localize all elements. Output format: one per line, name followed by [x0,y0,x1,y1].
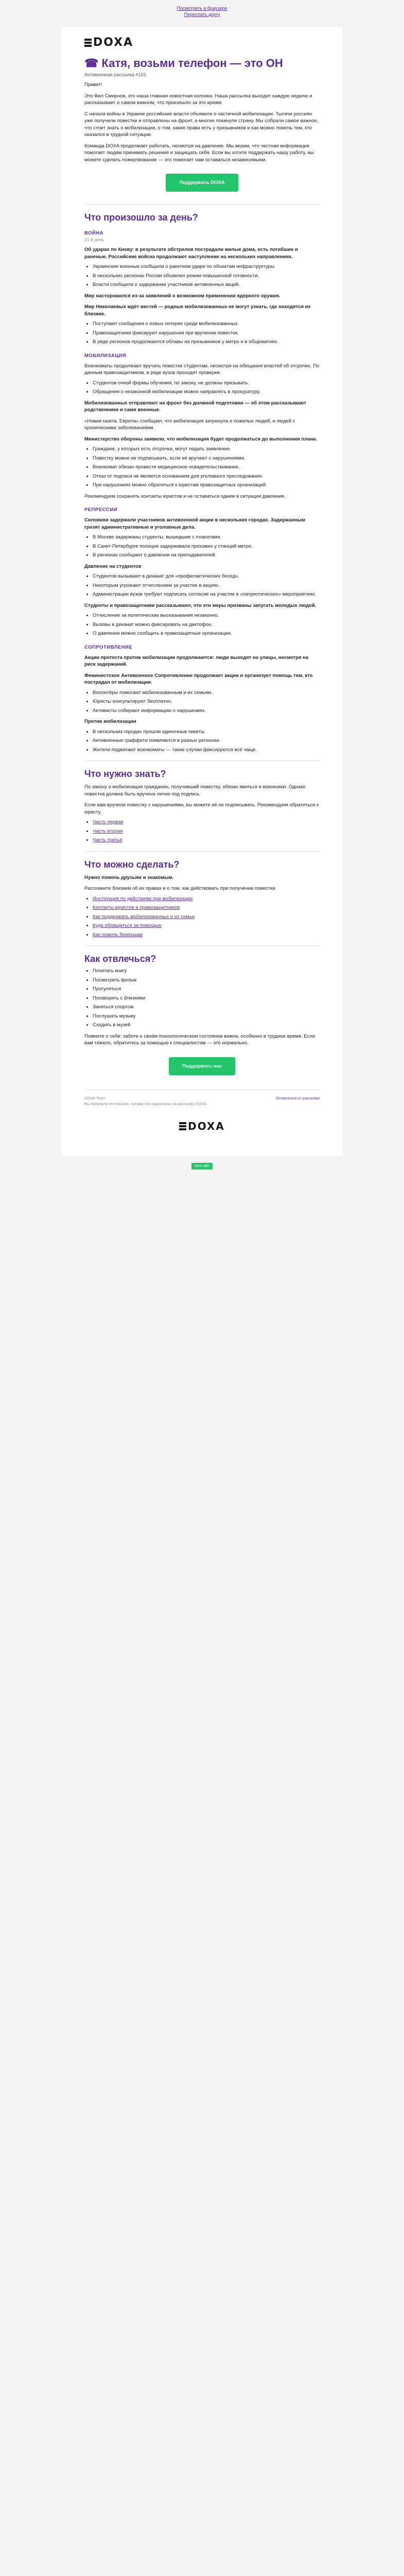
rep-list-3 [93,612,320,637]
list-item: • Антивоенные граффити появляются в разных регионах. [93,737,320,744]
what-happened-section [84,212,320,753]
section-title: Что можно сделать? [84,859,180,870]
list-item: • Сходить в музей [93,1022,320,1029]
badge-label: Sent with [191,1163,213,1170]
list-item: • Студентов вызывают в деканат для «профилактических бесед». [93,573,320,580]
list-item: • В Москве задержаны студенты, вышедшие с плакатами. [93,534,320,541]
cando-link[interactable]: Как поддержать мобилизованных и их семьи [93,913,195,920]
know-link[interactable]: Часть третья [93,837,122,843]
logo-bars-icon [84,39,92,47]
list-item: • Волонтёры помогают мобилизованным и их семьям. [93,689,320,697]
mob-paragraph: Рекомендуем сохранять контакты юристов и не оставаться одним в ситуации давления. [84,493,286,499]
res-paragraph: Акции протеста против мобилизации продолжаются: люди выходят на улицы, несмотря на риск задержаний. [84,654,309,667]
repressions-tag: РЕПРЕССИИ [84,507,118,513]
mob-list [93,380,320,396]
footer-note: Вы получили это письмо, потому что подписаны на рассылку DOXA. [84,1101,208,1106]
rep-paragraph: Студенты и правозащитники рассказывают, что эти меры призваны запугать молодых людей. [84,602,317,608]
list-item: • Студентов очной формы обучения, по закону, не должны призывать. [93,380,320,387]
mob-paragraph: Министерство обороны заявило, что мобилизация будет продолжаться до выполнения плана. [84,436,318,442]
divider [84,760,320,761]
intro-paragraph: Команда DOXA продолжает работать, несмотря на давление. Мы верим, что честная информация помогает людям принимать решения и защищать себя. Если вы хотите поддержать нашу работу, вы можете сделать пожертвование — это помогает нам оставаться независимыми. [84,143,314,163]
war-date: 21-й день [84,237,104,242]
relax-paragraph: Помните о себе: забота о своём психологическом состоянии важна, особенно в трудное время. Если вам тяжело, обратитесь за помощью к специалистам — это нормально. [84,1033,315,1046]
list-item: • Юристы консультируют бесплатно. [93,698,320,705]
list-item: • Посмотреть фильм [93,977,320,984]
section-title: Что произошло за день? [84,212,198,223]
list-item [93,931,320,939]
mob-paragraph: Мобилизованных отправляют на фронт без должной подготовки — об этом рассказывают родственники и сами военные. [84,400,306,413]
top-links [0,0,404,18]
rep-list [93,534,320,559]
footer-logo [84,1120,320,1132]
mob-paragraph: «Новая газета. Европа» сообщает, что мобилизация затронула и пожилых людей, и людей с хроническими заболеваниями. [84,418,295,431]
rep-list-2 [93,573,320,598]
rep-paragraph: Силовики задержали участников антивоенной акции в нескольких городах. Задержанным грозят административные и уголовные дела. [84,517,305,530]
war-tag: ВОЙНА [84,230,104,236]
cando-link[interactable]: Куда обращаться за помощью [93,923,162,928]
divider [84,204,320,205]
war-paragraph: Мир насторожился из-за заявлений о возможном применении ядерного оружия. [84,293,280,299]
doxa-logo [84,1120,320,1132]
section-title: Как отвлечься? [84,954,156,964]
support-button[interactable]: Поддержать DOXA [166,174,238,192]
cando-paragraph: Расскажите близким об их правах и о том, как действовать при получении повестки. [84,886,277,891]
know-link[interactable]: Часть вторая [93,828,123,834]
headline: ☎ Катя, возьми телефон — это ОН [84,57,283,70]
list-item [93,837,320,844]
section-title: Что нужно знать? [84,769,166,779]
list-item: • Послушать музыку [93,1013,320,1020]
divider [84,851,320,852]
list-item [93,895,320,903]
list-item: • О давлении можно сообщить в правозащитные организации. [93,630,320,637]
list-item: • Активисты собирают информацию о нарушениях. [93,707,320,715]
list-item: • Военкомат обязан провести медицинское освидетельствование. [93,464,320,471]
list-item: • Повестку можно не подписывать, если её вручают с нарушениями. [93,455,320,462]
list-item: • В ряде регионов продолжаются облавы на призывников у метро и в общежитиях. [93,338,320,346]
sent-with-badge[interactable] [0,1160,404,1170]
cando-link[interactable]: Инструкция по действиям при мобилизации [93,895,193,902]
divider [84,945,320,946]
mobilization-tag: МОБИЛИЗАЦИЯ [84,352,127,359]
list-item [93,819,320,826]
list-item: • Обращения о незаконной мобилизации можно направлять в прокуратуру. [93,388,320,396]
intro-paragraph: Это Фил Смирнов, это наша главная новостная колонка. Наша рассылка выходит каждую неделю и рассказывает о самом важном, что произошло за это время. [84,93,312,106]
issue-number: Антивоенная рассылка #103 [84,72,146,77]
resistance-tag: СОПРОТИВЛЕНИЕ [84,644,133,650]
list-item: • Отказ от подписи не является основанием для уголовного преследования. [93,473,320,480]
how-to-relax-section [84,953,320,1047]
know-paragraph: Если вам вручили повестку с нарушениями, вы можете её не подписывать. Рекомендуем обратиться к юристу. [84,802,319,815]
logo-bars-icon [179,1122,186,1130]
relax-list [93,968,320,1029]
support-us-button[interactable]: Поддержать нас [169,1057,235,1075]
what-can-do-section [84,859,320,939]
unsubscribe-link[interactable]: Отписаться от рассылки [275,1095,320,1100]
logo-text: DOXA [93,36,134,49]
list-item: • Поговорить с близкими [93,995,320,1002]
cando-link[interactable]: Контакты юристов и правозащитников [93,905,180,910]
list-item: • В регионах сообщают о давлении на преподавателей. [93,552,320,559]
war-paragraph: Мир Николаевых ждёт вестей — родные мобилизованных не могут узнать, где находятся их близкие. [84,304,311,317]
list-item: • В нескольких городах прошли одиночные пикеты. [93,728,320,736]
war-list [93,263,320,289]
footer-sign: DOXA Team [84,1095,106,1100]
list-item: • Правозащитники фиксируют нарушения при вручении повесток. [93,330,320,337]
doxa-logo [84,36,320,49]
list-item: • Граждане, у которых есть отсрочка, могут подать заявление. [93,446,320,453]
cando-lead: Нужно помочь друзьям и знакомым. [84,874,174,880]
list-item: • Отчисление за политические высказывания незаконно. [93,612,320,619]
list-item [93,828,320,835]
list-item: • Украинские военные сообщили о ракетном ударе по объектам инфраструктуры. [93,263,320,270]
cando-link[interactable]: Как помочь беженцам [93,931,143,938]
forward-link[interactable]: Переслать другу [184,12,220,17]
footer [84,1090,320,1107]
intro-greeting: Привет! [84,82,102,88]
res-list [93,689,320,715]
list-item: • Власти сообщили о задержании участников антивоенных акций. [93,281,320,289]
list-item: • Вызовы в деканат можно фиксировать на диктофон. [93,621,320,629]
rep-subheading: Давление на студентов [84,563,142,569]
res-subheading: Против мобилизации [84,719,136,724]
list-item [93,922,320,929]
list-item: • Прогуляться [93,986,320,993]
need-to-know-section [84,768,320,844]
newsletter-body [62,27,342,1156]
list-item: • В Санкт-Петербурге полиция задерживала прохожих у станций метро. [93,543,320,550]
list-item: • Некоторым угрожают отчислением за участие в акциях. [93,582,320,589]
mob-list-2 [93,446,320,489]
cando-links [93,895,320,939]
war-list-2 [93,320,320,346]
know-links [93,819,320,844]
list-item: • Поступают сообщения о новых потерях среди мобилизованных. [93,320,320,328]
know-link[interactable]: Часть первая [93,819,124,825]
know-paragraph: По закону о мобилизации гражданин, получивший повестку, обязан явиться в военкомат. Однако повестка должна быть вручена лично под подпись. [84,784,306,797]
res-paragraph: Феминистское Антивоенное Сопротивление продолжает акции и организует помощь тем, кто пострадал от мобилизации. [84,672,313,685]
list-item: • Администрации вузов требуют подписать согласие на участие в «патриотических» мероприятиях. [93,591,320,598]
war-lead: Об ударах по Киеву: в результате обстрелов пострадали жилые дома, есть погибшие и раненые. Российские войска продолжают наступление на нескольких направлениях. [84,247,298,260]
list-item: • В нескольких регионах России объявлен режим повышенной готовности. [93,273,320,280]
list-item: • Почитать книгу [93,968,320,975]
res-list-2 [93,728,320,754]
list-item: • При нарушениях можно обратиться к юристам правозащитных организаций. [93,482,320,489]
logo-text: DOXA [188,1120,225,1132]
intro [84,81,320,163]
intro-paragraph: С начала войны в Украине российские власти объявили о частичной мобилизации. Тысячи россиян уже получили повестки и отправлены на фронт, а многие покинули страну. Мы собрали самое важное, что стоит знать о мобилизации, о том, какие права есть у призывников и как можно помочь тем, кто оказался в трудной ситуации. [84,111,319,138]
list-item: • Жители поджигают военкоматы — такие случаи фиксируются всё чаще. [93,747,320,754]
view-in-browser-link[interactable]: Посмотреть в браузере [177,6,227,11]
mob-paragraph: Военкоматы продолжают вручать повестки студентам, несмотря на обещания властей об отсрочке. По данным правозащитников, в ряде вузов проходят проверки. [84,363,320,376]
list-item [93,904,320,911]
list-item [93,913,320,921]
list-item: • Заняться спортом [93,1004,320,1011]
